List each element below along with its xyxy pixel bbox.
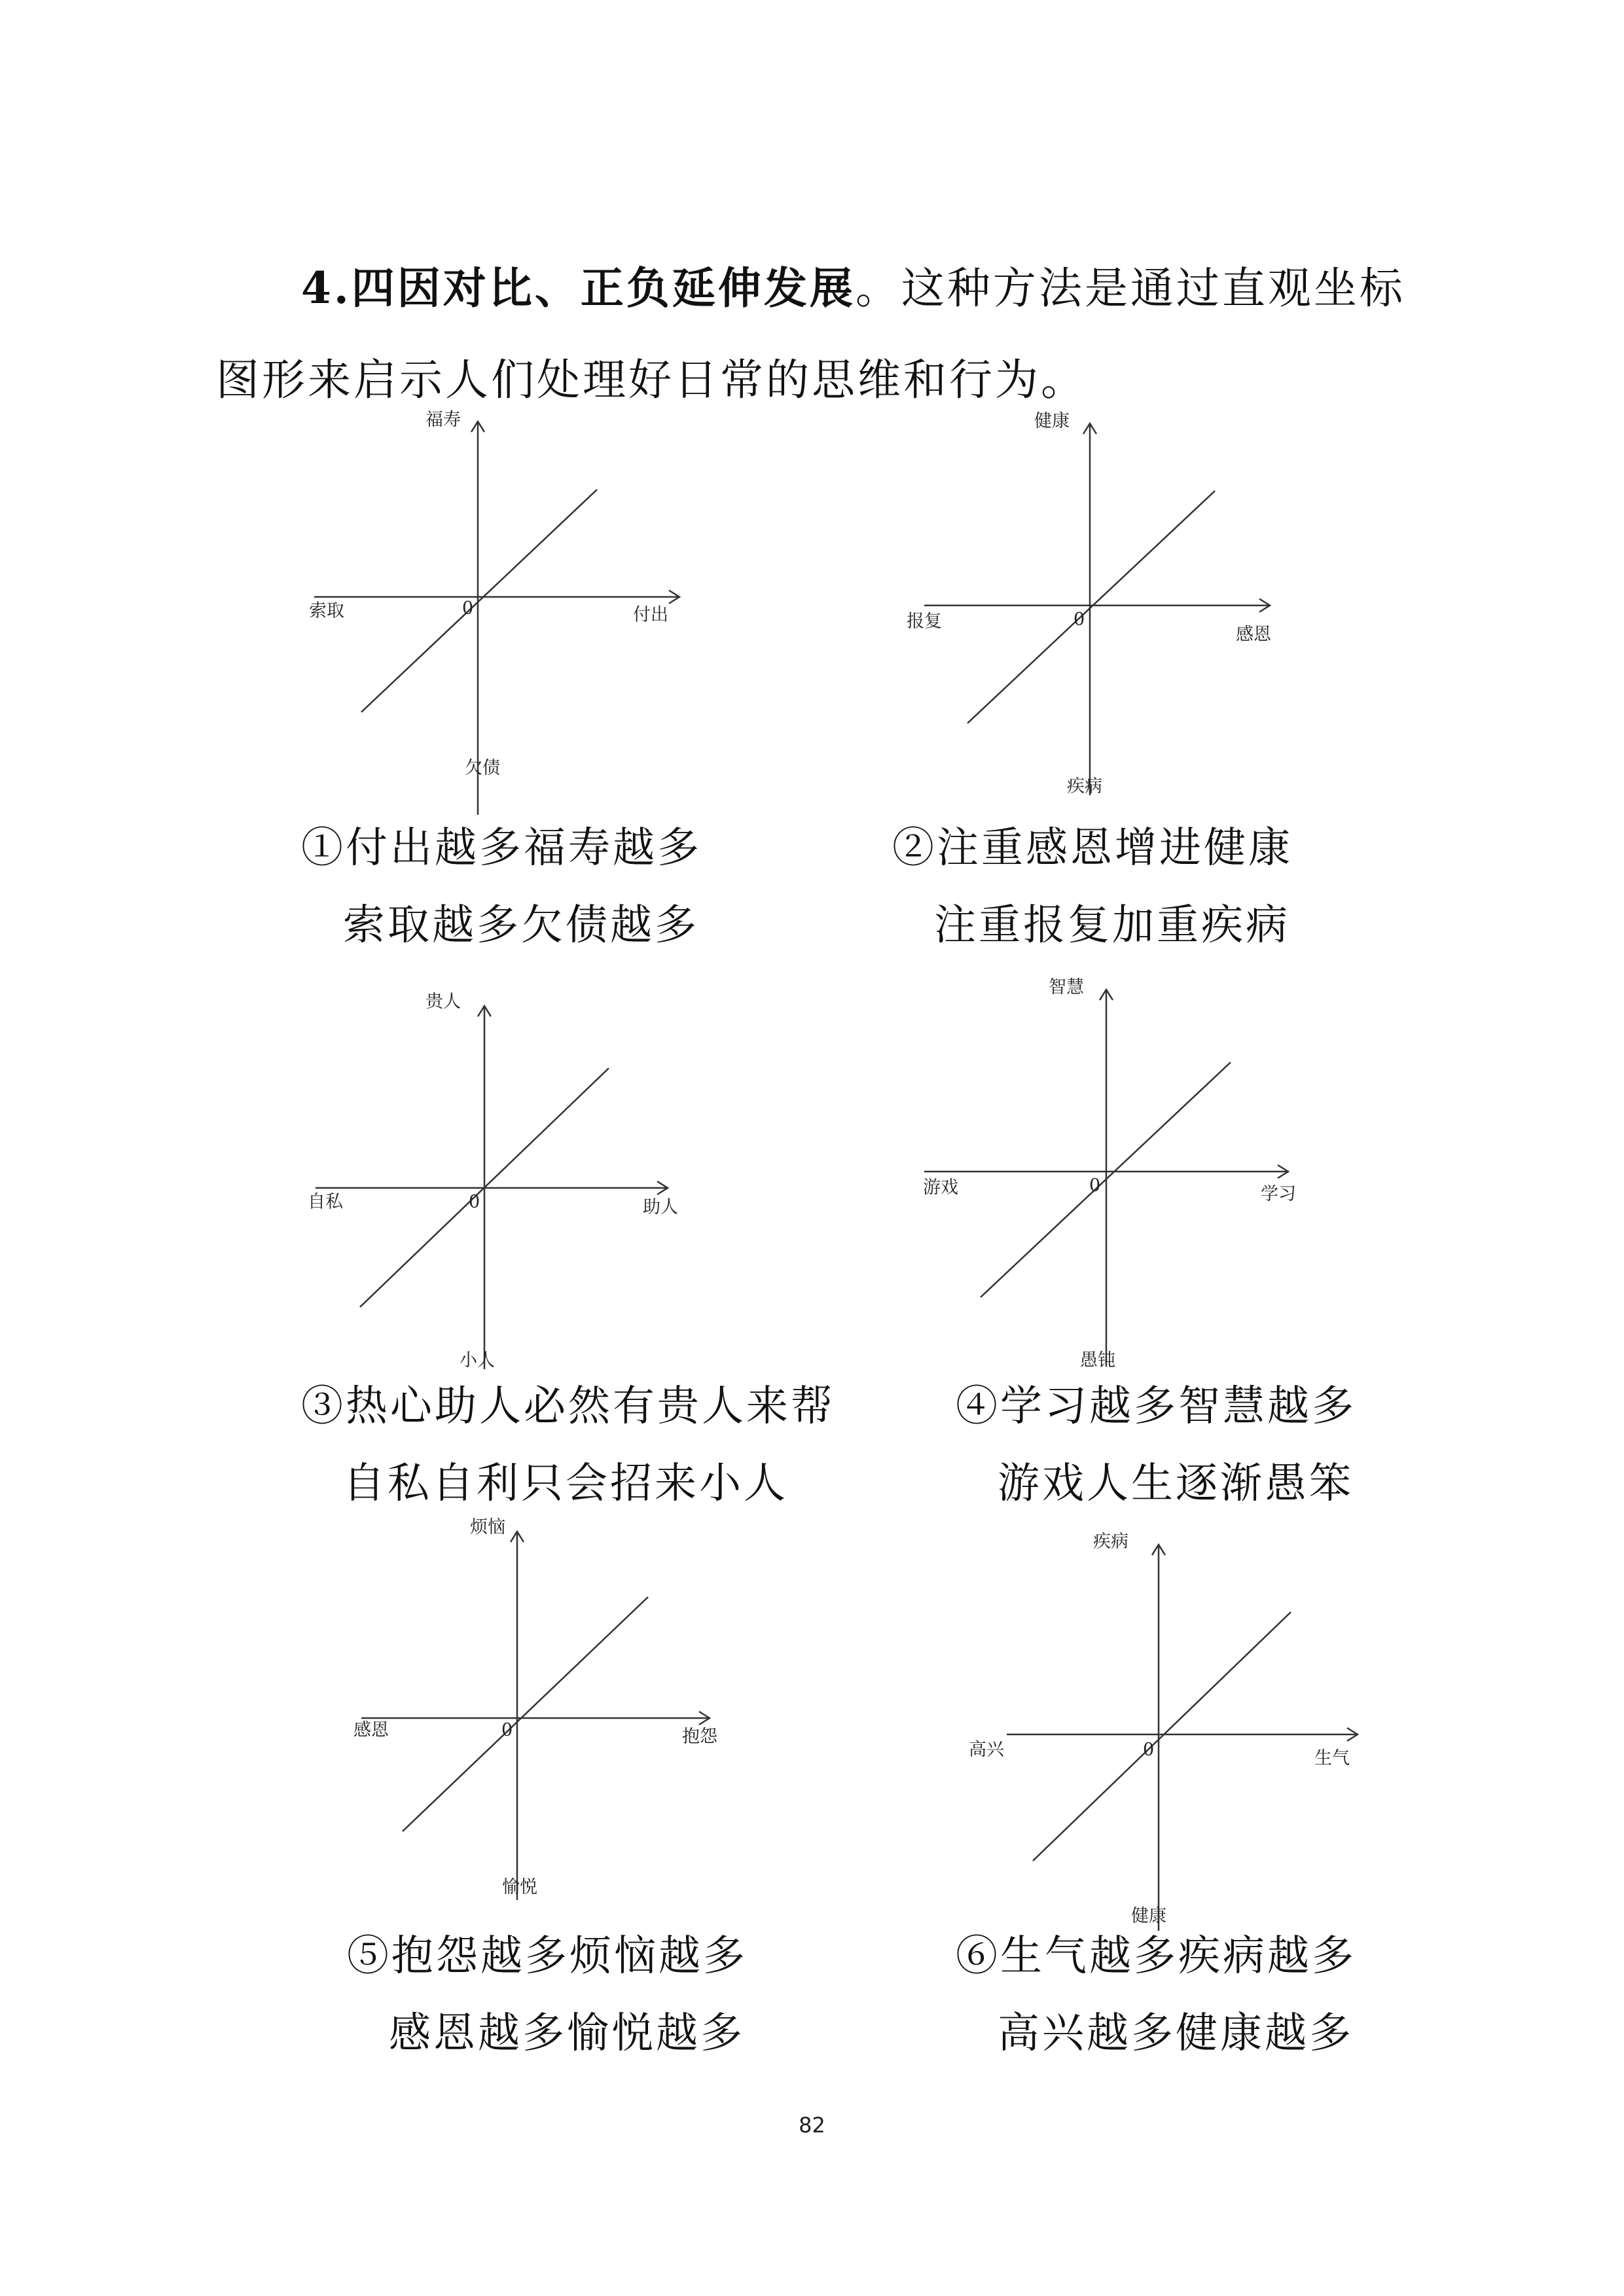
caption-line-2: 注重报复加重疾病	[934, 901, 1290, 950]
label-right: 学习	[1261, 1184, 1296, 1204]
page-number: 82	[799, 2113, 825, 2138]
label-left: 报复	[907, 611, 942, 632]
label-top: 贵人	[425, 992, 461, 1012]
label-bottom: 小人	[460, 1350, 495, 1371]
caption-line-1: ⑥生气越多疾病越多	[956, 1932, 1356, 1981]
label-right: 助人	[643, 1197, 678, 1217]
axes-chart-5	[321, 1499, 779, 1918]
diagram-6	[956, 1518, 1427, 1950]
label-bottom: 疾病	[1067, 776, 1102, 797]
diagonal-line	[967, 491, 1215, 723]
diagonal-line	[1033, 1612, 1291, 1861]
caption-line-2: 索取越多欠债越多	[343, 901, 699, 950]
section-heading: 4.四因对比、正负延伸发展	[301, 262, 856, 314]
caption-number: ④	[956, 1382, 1000, 1431]
label-top: 健康	[1034, 411, 1070, 431]
label-origin: 0	[469, 1192, 480, 1212]
caption-number: ⑤	[347, 1932, 391, 1981]
diagram-2	[871, 393, 1342, 812]
label-bottom: 健康	[1131, 1906, 1166, 1926]
caption-4	[956, 1368, 1356, 1522]
caption-line-1: ④学习越多智慧越多	[956, 1382, 1356, 1431]
label-origin: 0	[501, 1720, 513, 1740]
caption-2	[892, 810, 1293, 964]
axes-chart-3	[268, 965, 740, 1384]
axes-chart-6	[956, 1518, 1427, 1950]
label-left: 自私	[308, 1192, 343, 1212]
caption-1	[301, 810, 702, 964]
diagram-5	[321, 1499, 779, 1918]
caption-line-2: 感恩越多愉悦越多	[389, 2009, 745, 2058]
intro-text: 。这种方法是通过直观坐标图形来启示人们处理好日常的思维和行为。	[216, 263, 1405, 405]
label-right: 抱怨	[682, 1727, 717, 1747]
label-top: 烦恼	[470, 1517, 505, 1537]
label-bottom: 愚钝	[1080, 1350, 1115, 1371]
axes-chart-1	[249, 393, 720, 812]
diagonal-line	[403, 1597, 648, 1831]
label-top: 智慧	[1049, 977, 1084, 997]
label-origin: 0	[1074, 609, 1085, 630]
label-right: 付出	[633, 605, 668, 625]
caption-number: ②	[892, 824, 937, 872]
diagram-3	[268, 965, 740, 1384]
caption-number: ①	[301, 824, 346, 872]
caption-line-1: ①付出越多福寿越多	[301, 824, 702, 872]
label-origin: 0	[1089, 1175, 1101, 1196]
diagonal-line	[361, 490, 597, 712]
label-right: 生气	[1314, 1748, 1350, 1768]
caption-line-1: ③热心助人必然有贵人来帮	[301, 1382, 835, 1431]
label-bottom: 欠债	[465, 758, 500, 778]
caption-line-2: 自私自利只会招来小人	[343, 1460, 788, 1508]
label-left: 感恩	[353, 1720, 389, 1740]
axes-chart-4	[877, 965, 1348, 1384]
label-top: 福寿	[425, 410, 461, 430]
label-right: 感恩	[1236, 624, 1271, 645]
caption-6	[956, 1918, 1356, 2072]
label-top: 疾病	[1093, 1532, 1128, 1552]
caption-line-2: 游戏人生逐渐愚笨	[998, 1460, 1354, 1508]
label-origin: 0	[462, 598, 474, 619]
label-origin: 0	[1143, 1740, 1155, 1760]
caption-number: ⑥	[956, 1932, 1000, 1981]
caption-line-1: ②注重感恩增进健康	[892, 824, 1293, 872]
label-bottom: 愉悦	[502, 1877, 537, 1897]
diagram-4	[877, 965, 1348, 1384]
caption-line-1: ⑤抱怨越多烦恼越多	[347, 1932, 748, 1981]
diagram-1	[249, 393, 720, 812]
label-left: 高兴	[969, 1740, 1004, 1760]
label-left: 索取	[309, 601, 344, 621]
axes-chart-2	[871, 393, 1342, 812]
label-left: 游戏	[923, 1177, 958, 1198]
caption-number: ③	[301, 1382, 346, 1431]
caption-5	[347, 1918, 748, 2072]
caption-line-2: 高兴越多健康越多	[998, 2009, 1354, 2058]
